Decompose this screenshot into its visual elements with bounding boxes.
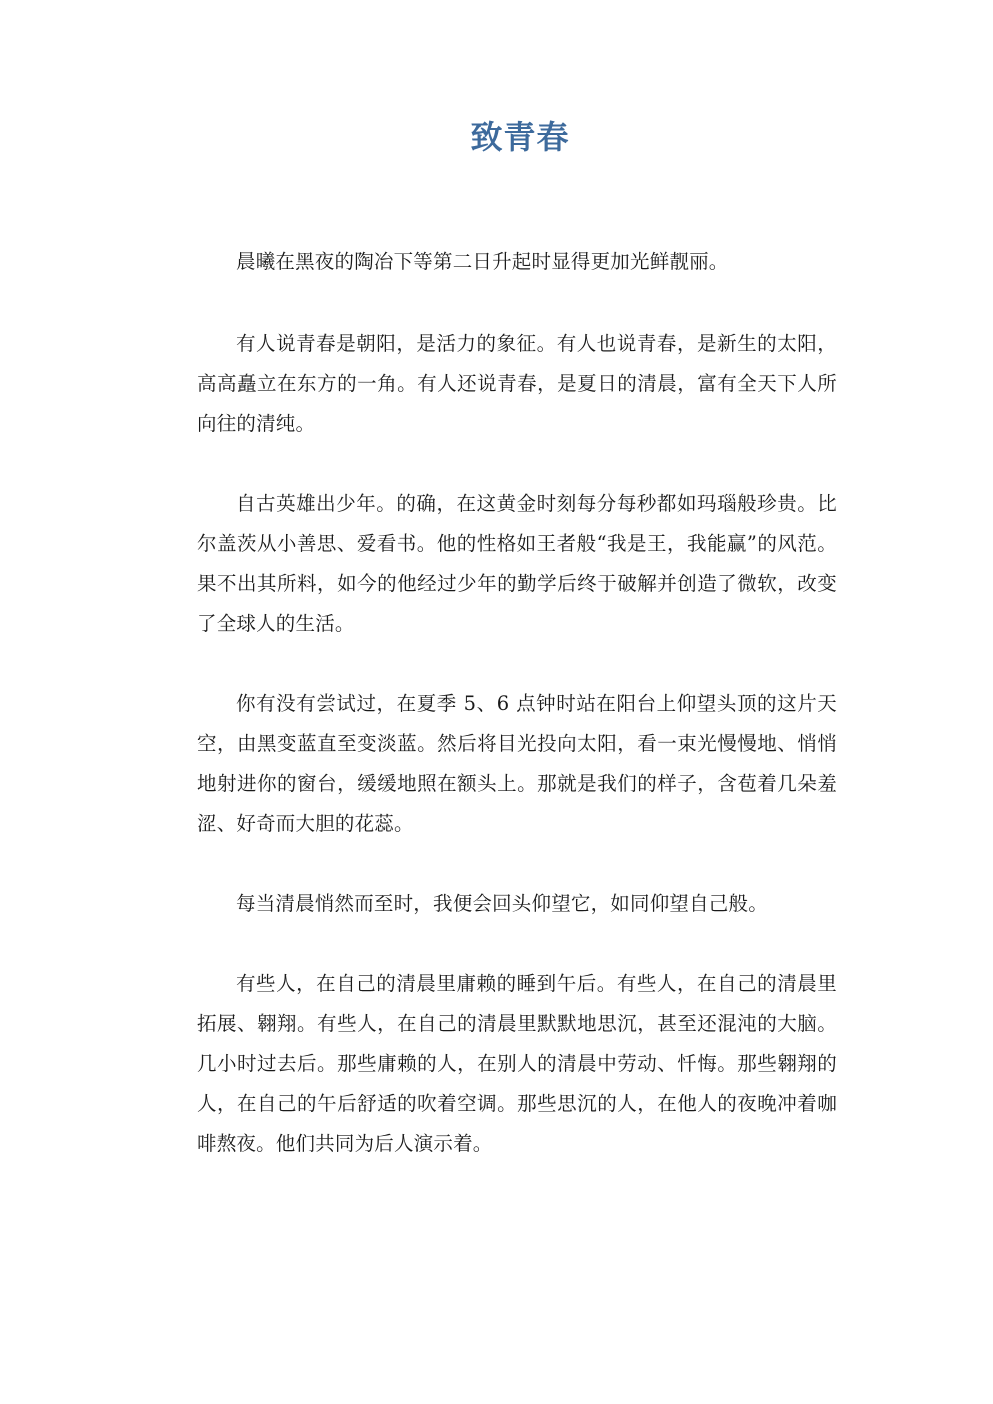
article-body	[197, 242, 837, 1204]
paragraph-2: 有人说青春是朝阳，是活力的象征。有人也说青春，是新生的太阳，高高矗立在东方的一角。有人还说青春，是夏日的清晨，富有全天下人所向往的清纯。	[197, 332, 837, 435]
paragraph-3: 自古英雄出少年。的确，在这黄金时刻每分每秒都如玛瑙般珍贵。比尔盖茨从小善思、爱看书。他的性格如王者般“我是王，我能赢”的风范。果不出其所料，如今的他经过少年的勤学后终于破解并创造了微软，改变了全球人的生活。	[197, 492, 837, 635]
page-title: 致青春	[470, 118, 570, 156]
paragraph-5: 每当清晨悄然而至时，我便会回头仰望它，如同仰望自己般。	[236, 892, 768, 915]
paragraph-6: 有些人，在自己的清晨里庸赖的睡到午后。有些人，在自己的清晨里拓展、翱翔。有些人，在自己的清晨里默默地思沉，甚至还混沌的大脑。几小时过去后。那些庸赖的人，在别人的清晨中劳动、忏悔。那些翱翔的人，在自己的午后舒适的吹着空调。那些思沉的人，在他人的夜晚冲着咖啡熬夜。他们共同为后人演示着。	[197, 972, 837, 1155]
paragraph-1: 晨曦在黑夜的陶冶下等第二日升起时显得更加光鲜靓丽。	[236, 250, 729, 273]
paragraph-4: 你有没有尝试过，在夏季 5、6 点钟时站在阳台上仰望头顶的这片天空，由黑变蓝直至变淡蓝。然后将目光投向太阳，看一束光慢慢地、悄悄地射进你的窗台，缓缓地照在额头上。那就是我们的样子，含苞着几朵羞涩、好奇而大胆的花蕊。	[197, 692, 837, 835]
